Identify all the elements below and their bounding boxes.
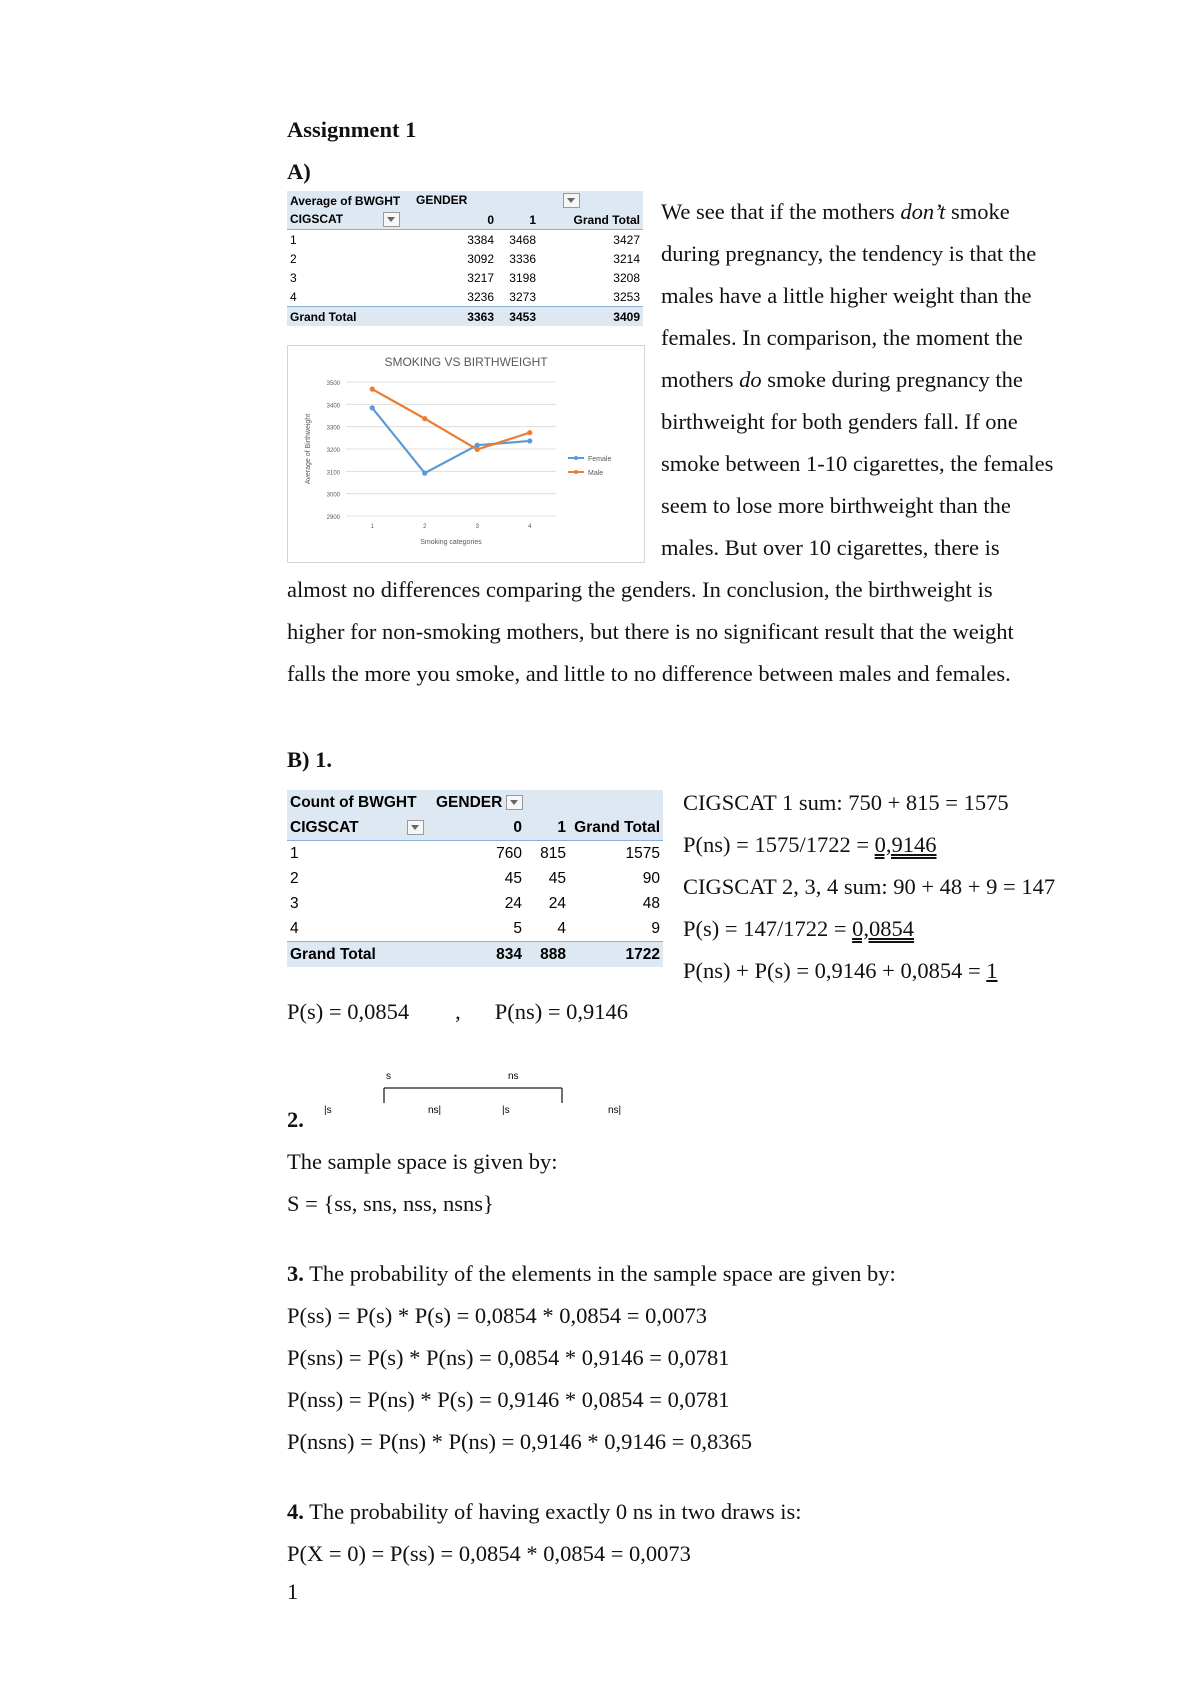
table-row xyxy=(287,841,663,867)
pivot-cell: 2 xyxy=(290,251,297,266)
text-span: P(ns) = 1575/1722 = xyxy=(683,832,875,857)
pivot-col-total: Grand Total xyxy=(539,210,643,230)
paragraph-line: birthweight for both genders fall. If one xyxy=(661,409,1018,434)
paragraph-line: during pregnancy, the tendency is that the xyxy=(661,241,1037,266)
page-number: 1 xyxy=(287,1579,299,1604)
data-point xyxy=(422,416,427,421)
text-span: The probability of having exactly 0 ns in two draws is: xyxy=(303,1499,802,1524)
pivot-cell: 45 xyxy=(504,869,522,887)
section-a-side-text xyxy=(661,200,1053,578)
section-4 xyxy=(287,1500,802,1584)
tree-leaf-label: |s xyxy=(502,1105,510,1116)
equation-line: P(nsns) = P(ns) * P(ns) = 0,9146 * 0,9146 = 0,8365 xyxy=(287,1429,752,1454)
section-3 xyxy=(287,1262,896,1472)
paragraph-line: males. But over 10 cigarettes, there is xyxy=(661,535,1000,560)
pivot-col-1: 1 xyxy=(525,815,569,841)
tree-leaf-label: |s xyxy=(324,1105,332,1116)
pivot-cell: 3427 xyxy=(613,232,640,247)
pivot-table-count xyxy=(287,790,663,967)
calc-line: CIGSCAT 2, 3, 4 sum: 90 + 48 + 9 = 147 xyxy=(683,874,1056,899)
data-point xyxy=(370,387,375,392)
pivot-cell: 4 xyxy=(557,919,566,937)
section-2-label: 2. xyxy=(287,1107,304,1132)
y-tick-label: 2900 xyxy=(326,515,340,521)
pivot-row-header[interactable] xyxy=(287,210,413,230)
pivot-cell: 3273 xyxy=(509,289,536,304)
paragraph-line: higher for non-smoking mothers, but there is no significant result that the weight xyxy=(287,619,1014,644)
paragraph-line: falls the more you smoke, and little to no difference between males and females. xyxy=(287,661,1011,686)
filter-dropdown-icon[interactable] xyxy=(506,795,523,810)
result-value: 0,0854 xyxy=(852,916,915,941)
pivot-row-header-label: CIGSCAT xyxy=(290,211,344,226)
pivot-header-measure: Count of BWGHT xyxy=(287,790,433,815)
table-row xyxy=(287,891,663,916)
emphasis-text: do xyxy=(739,367,762,392)
pivot-cell: Grand Total xyxy=(287,307,413,327)
filter-dropdown-icon[interactable] xyxy=(563,193,580,208)
table-row xyxy=(287,287,643,307)
page-title: Assignment 1 xyxy=(287,117,417,142)
pivot-col-0: 0 xyxy=(413,210,497,230)
pivot-cell: 4 xyxy=(290,289,297,304)
pivot-cell: 48 xyxy=(642,894,660,912)
text-span: mothers xyxy=(661,367,740,392)
tree-leaf-label: ns| xyxy=(608,1105,622,1116)
y-tick-label: 3500 xyxy=(326,381,340,387)
pivot-cell: Grand Total xyxy=(287,942,433,968)
y-tick-label: 3000 xyxy=(326,492,340,499)
pivot-cell: 3217 xyxy=(467,270,494,285)
calc-line xyxy=(683,833,1055,875)
paragraph-line xyxy=(661,368,1053,410)
pivot-row-header[interactable] xyxy=(287,815,433,841)
text-span: P(ns) + P(s) = 0,9146 + 0,0854 = xyxy=(683,958,987,983)
text-span: P(s) = 0,0854 xyxy=(287,999,410,1024)
data-point xyxy=(475,447,480,452)
text-span: , xyxy=(455,999,461,1024)
equation-line: P(sns) = P(s) * P(ns) = 0,0854 * 0,9146 = 0,0781 xyxy=(287,1345,730,1370)
pivot-cell: 24 xyxy=(504,894,522,912)
pivot-cell: 815 xyxy=(540,844,566,862)
y-tick-label: 3300 xyxy=(326,425,340,432)
filter-dropdown-icon[interactable] xyxy=(383,212,400,227)
legend-label: Male xyxy=(588,470,604,477)
pivot-cell: 24 xyxy=(548,894,566,912)
data-point xyxy=(370,405,375,410)
pivot-col-total: Grand Total xyxy=(569,815,663,841)
pivot-header-gender[interactable] xyxy=(413,191,643,210)
chart-container xyxy=(287,345,645,563)
section-b-calculations xyxy=(683,791,1055,1001)
y-axis-label: Average of Birthweight xyxy=(305,413,312,485)
text-span: We see that if the mothers xyxy=(661,199,901,224)
paragraph-line xyxy=(287,1500,802,1542)
pivot-cell: 1 xyxy=(290,844,299,862)
equation-line: P(ss) = P(s) * P(s) = 0,0854 * 0,0854 = 0,0073 xyxy=(287,1303,707,1328)
pivot-cell: 3253 xyxy=(613,289,640,304)
x-tick-label: 1 xyxy=(370,524,374,530)
tree-top-label: ns xyxy=(508,1071,519,1082)
pivot-cell: 3198 xyxy=(509,270,536,285)
pivot-cell: 90 xyxy=(642,869,660,887)
pivot-col-1: 1 xyxy=(497,210,539,230)
text-span: smoke xyxy=(945,199,1010,224)
pivot-cell: 3092 xyxy=(467,251,494,266)
pivot-header-measure: Average of BWGHT xyxy=(287,191,413,210)
probability-line xyxy=(287,1000,628,1024)
paragraph-line: females. In comparison, the moment the xyxy=(661,325,1023,350)
line-chart xyxy=(288,346,644,562)
pivot-cell: 888 xyxy=(525,942,569,968)
text-span: smoke during pregnancy the xyxy=(761,367,1023,392)
y-tick-label: 3100 xyxy=(326,470,340,477)
table-row xyxy=(287,866,663,891)
tree-top-label: s xyxy=(386,1071,391,1082)
pivot-cell: 45 xyxy=(548,869,566,887)
pivot-cell: 3214 xyxy=(613,251,640,266)
calc-line xyxy=(683,917,1055,959)
paragraph-line: The sample space is given by: xyxy=(287,1149,558,1174)
pivot-cell: 3384 xyxy=(467,232,494,247)
pivot-cell: 9 xyxy=(651,919,660,937)
text-span: The probability of the elements in the sample space are given by: xyxy=(303,1261,896,1286)
pivot-cell: 3208 xyxy=(613,270,640,285)
pivot-row-header-label: CIGSCAT xyxy=(290,818,359,836)
section-a-label: A) xyxy=(287,159,311,184)
x-axis-label: Smoking categories xyxy=(420,539,482,546)
pivot-gender-label: GENDER xyxy=(416,192,468,207)
pivot-table-average xyxy=(287,191,643,326)
x-tick-label: 3 xyxy=(475,524,479,530)
section-3-label: 3. xyxy=(287,1261,304,1286)
table-row xyxy=(287,268,643,287)
pivot-cell: 834 xyxy=(433,942,525,968)
pivot-cell: 3468 xyxy=(509,232,536,247)
paragraph-line: almost no differences comparing the genders. In conclusion, the birthweight is xyxy=(287,577,993,602)
pivot-cell: 3453 xyxy=(497,307,539,327)
pivot-cell: 3336 xyxy=(509,251,536,266)
paragraph-line: males have a little higher weight than the xyxy=(661,283,1032,308)
section-b-label: B) 1. xyxy=(287,747,332,772)
tree-leaf-label: ns| xyxy=(428,1105,442,1116)
legend-label: Female xyxy=(588,456,612,463)
chart-title: SMOKING VS BIRTHWEIGHT xyxy=(384,355,548,369)
pivot-cell: 1722 xyxy=(569,942,663,968)
legend-marker xyxy=(574,470,578,474)
pivot-gender-label: GENDER xyxy=(436,793,503,811)
paragraph-line: seem to lose more birthweight than the xyxy=(661,493,1011,518)
y-tick-label: 3400 xyxy=(326,403,340,410)
x-tick-label: 4 xyxy=(528,524,532,530)
pivot-cell: 3236 xyxy=(467,289,494,304)
section-4-label: 4. xyxy=(287,1499,304,1524)
calc-line: CIGSCAT 1 sum: 750 + 815 = 1575 xyxy=(683,790,1009,815)
pivot-cell: 1 xyxy=(290,232,297,247)
result-value: 1 xyxy=(986,958,998,983)
result-value: 0,9146 xyxy=(874,832,937,857)
series-line-male xyxy=(372,389,530,449)
table-row xyxy=(287,230,643,250)
y-tick-label: 3200 xyxy=(326,448,340,454)
equation-line: P(nss) = P(ns) * P(s) = 0,9146 * 0,0854 = 0,0781 xyxy=(287,1387,730,1412)
probability-tree-diagram xyxy=(318,1068,638,1118)
table-row-grand-total xyxy=(287,942,663,968)
table-row xyxy=(287,249,643,268)
paragraph-line xyxy=(661,200,1053,242)
legend-marker xyxy=(574,456,578,460)
x-tick-label: 2 xyxy=(423,524,427,530)
pivot-cell: 5 xyxy=(513,919,522,937)
pivot-cell: 4 xyxy=(290,919,299,937)
paragraph-line: smoke between 1-10 cigarettes, the females xyxy=(661,451,1054,476)
section-a-full-text xyxy=(287,578,1014,704)
pivot-cell: 2 xyxy=(290,869,299,887)
data-point xyxy=(422,471,427,476)
text-span: P(s) = 147/1722 = xyxy=(683,916,853,941)
text-span: P(ns) = 0,9146 xyxy=(494,999,629,1024)
calc-line xyxy=(683,959,1055,1001)
pivot-cell: 760 xyxy=(496,844,522,862)
pivot-cell: 1575 xyxy=(625,844,660,862)
table-row-grand-total xyxy=(287,307,643,327)
pivot-cell: 3409 xyxy=(539,307,643,327)
equation-line: P(X = 0) = P(ss) = 0,0854 * 0,0854 = 0,0073 xyxy=(287,1541,691,1566)
data-point xyxy=(527,430,532,435)
emphasis-text: don’t xyxy=(900,199,946,224)
paragraph-line: S = {ss, sns, nss, nsns} xyxy=(287,1191,494,1216)
pivot-cell: 3363 xyxy=(413,307,497,327)
data-point xyxy=(527,438,532,443)
paragraph-line xyxy=(287,1262,896,1304)
pivot-cell: 3 xyxy=(290,894,299,912)
table-row xyxy=(287,916,663,942)
filter-dropdown-icon[interactable] xyxy=(407,820,424,835)
pivot-header-gender[interactable] xyxy=(433,790,663,815)
pivot-col-0: 0 xyxy=(433,815,525,841)
section-2-text xyxy=(287,1150,558,1234)
pivot-cell: 3 xyxy=(290,270,297,285)
